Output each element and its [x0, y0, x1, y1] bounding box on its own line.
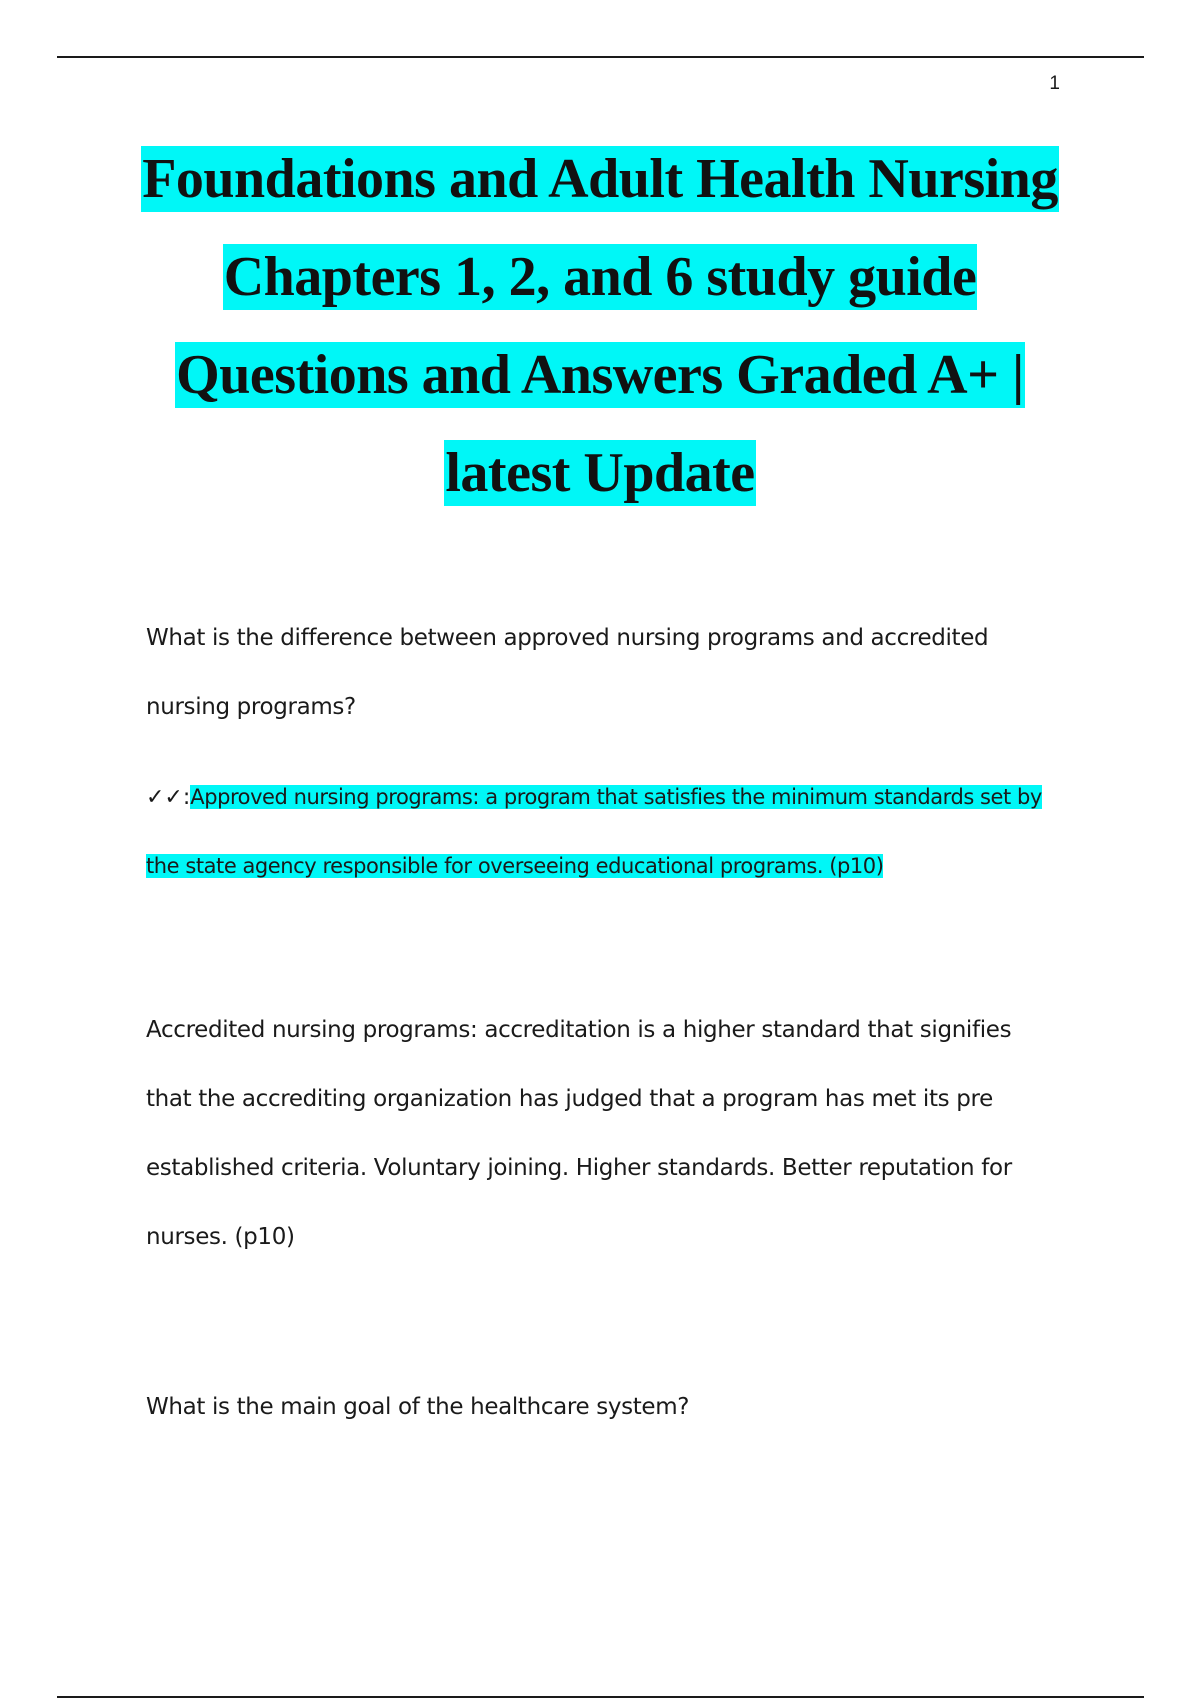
title-line-3 — [0, 342, 1200, 408]
title-line-1-text: Foundations and Adult Health Nursing — [142, 148, 1058, 210]
title-line-4 — [0, 440, 1200, 506]
footer-rule — [57, 1696, 1144, 1698]
answer-1-line-2-text: the state agency responsible for overseeing educational programs. (p10) — [146, 854, 884, 878]
page-number: 1 — [1049, 73, 1060, 94]
answer-1-line-1 — [146, 782, 1042, 813]
header-rule — [57, 56, 1144, 58]
paragraph-2-line-1: Accredited nursing programs: accreditation is a higher standard that signifies — [146, 1017, 1012, 1043]
question-2-line-1: What is the main goal of the healthcare system? — [146, 1394, 690, 1420]
question-1-line-1: What is the difference between approved nursing programs and accredited — [146, 625, 989, 651]
question-1-line-2: nursing programs? — [146, 694, 356, 720]
paragraph-2-line-2: that the accrediting organization has judged that a program has met its pre — [146, 1086, 993, 1112]
title-line-3-text: Questions and Answers Graded A+ | — [176, 344, 1024, 406]
paragraph-2-line-4: nurses. (p10) — [146, 1224, 295, 1250]
title-line-2 — [0, 244, 1200, 310]
title-line-1 — [0, 146, 1200, 212]
answer-1-line-1-text: Approved nursing programs: a program that satisfies the minimum standards set by — [190, 785, 1042, 809]
answer-1-line-2 — [146, 851, 883, 881]
title-line-2-text: Chapters 1, 2, and 6 study guide — [223, 246, 977, 308]
checkmark-icon: ✓✓: — [146, 785, 191, 810]
title-line-4-text: latest Update — [445, 442, 755, 504]
paragraph-2-line-3: established criteria. Voluntary joining. Higher standards. Better reputation for — [146, 1155, 1012, 1181]
